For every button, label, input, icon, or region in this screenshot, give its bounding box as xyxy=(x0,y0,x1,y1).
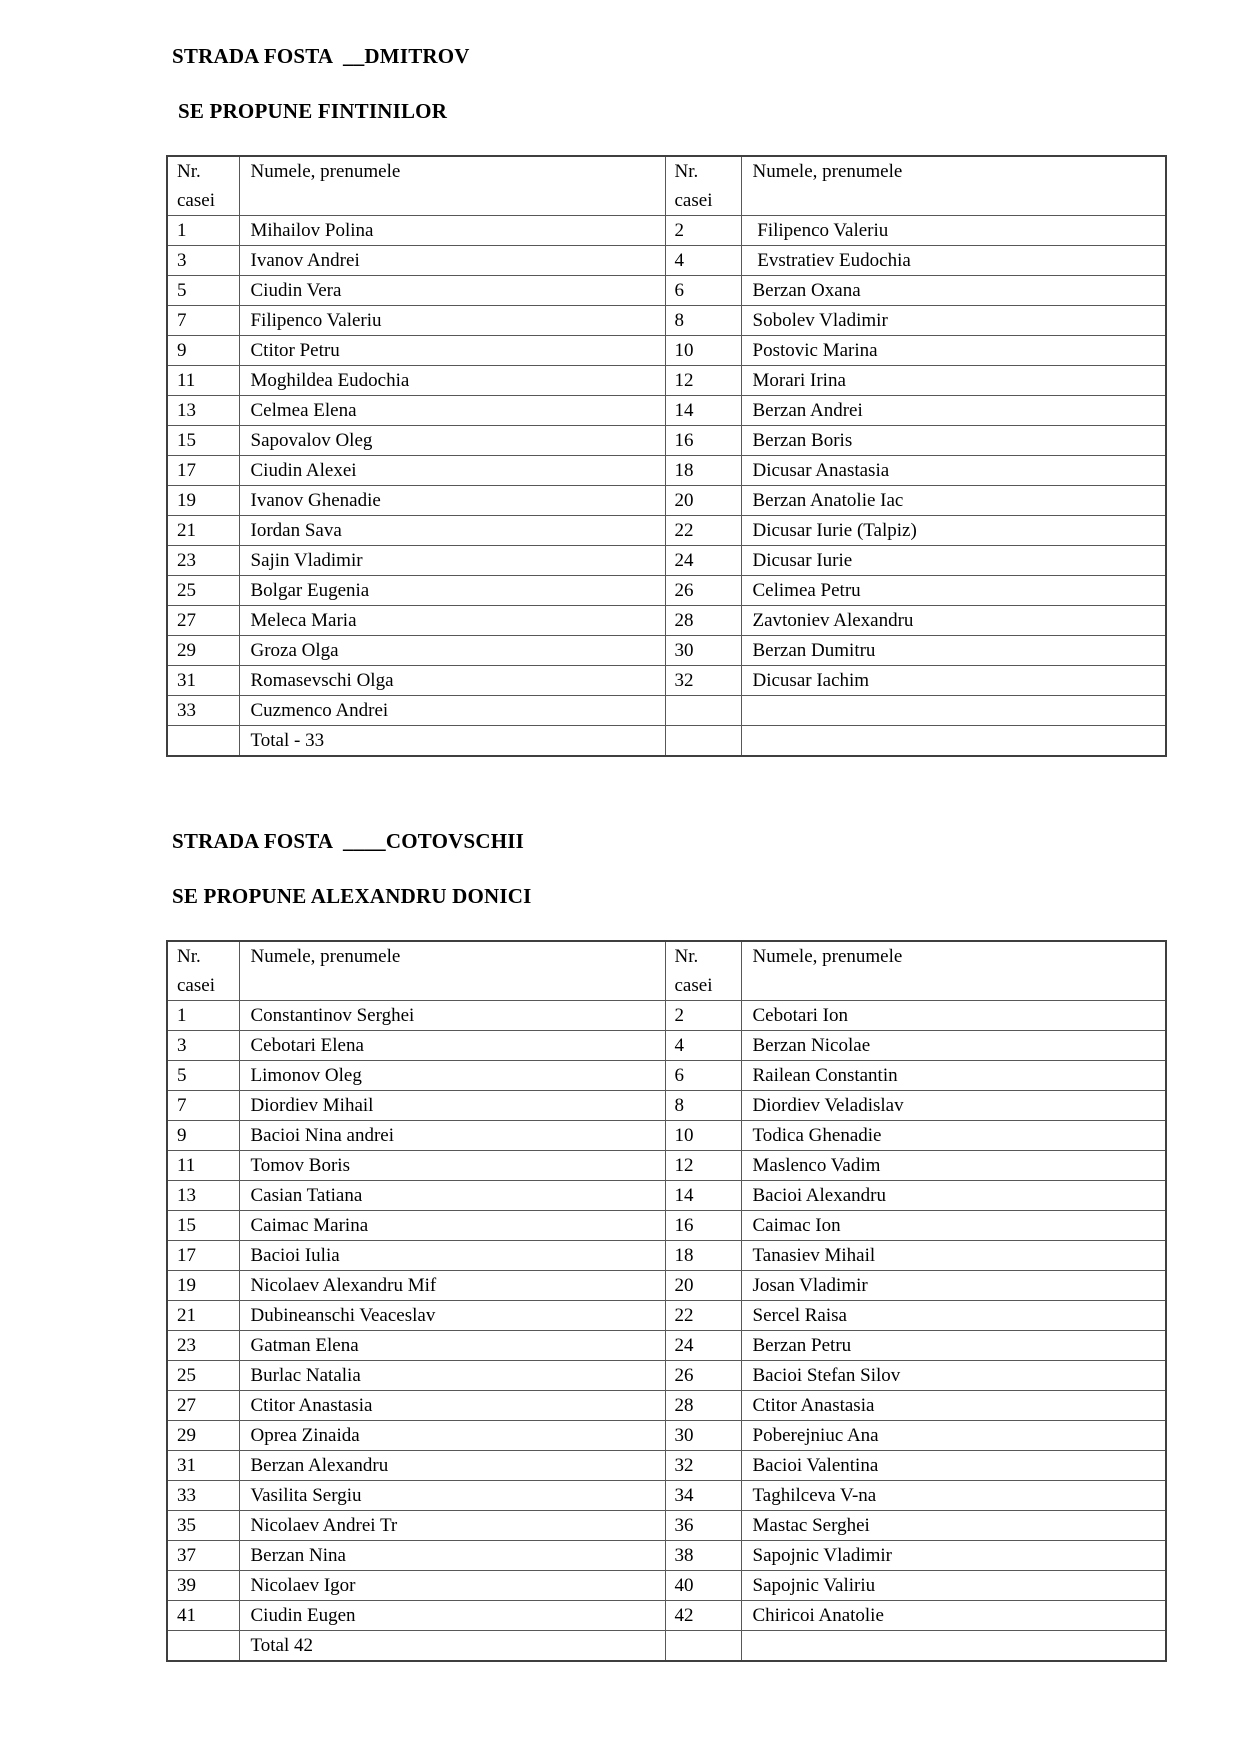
resident-name-cell: Caimac Ion xyxy=(741,1211,1166,1241)
resident-name-cell: Chiricoi Anatolie xyxy=(741,1601,1166,1631)
column-header-house-number: Nr. casei xyxy=(167,156,239,216)
house-number-cell: 22 xyxy=(665,516,741,546)
house-number-cell: 24 xyxy=(665,546,741,576)
house-number-cell: 34 xyxy=(665,1481,741,1511)
resident-name-cell: Bacioi Nina andrei xyxy=(239,1121,665,1151)
resident-name-cell: Constantinov Serghei xyxy=(239,1001,665,1031)
resident-name-cell: Poberejniuc Ana xyxy=(741,1421,1166,1451)
house-number-cell: 9 xyxy=(167,1121,239,1151)
house-number-cell: 33 xyxy=(167,1481,239,1511)
house-number-cell: 27 xyxy=(167,606,239,636)
house-number-cell: 15 xyxy=(167,1211,239,1241)
house-number-cell: 18 xyxy=(665,1241,741,1271)
table-row xyxy=(167,606,1166,636)
resident-name-cell: Dubineanschi Veaceslav xyxy=(239,1301,665,1331)
resident-name-cell: Tanasiev Mihail xyxy=(741,1241,1166,1271)
table-row xyxy=(167,576,1166,606)
house-number-cell: 7 xyxy=(167,306,239,336)
house-number-cell: 16 xyxy=(665,1211,741,1241)
resident-name-cell: Nicolaev Alexandru Mif xyxy=(239,1271,665,1301)
house-number-cell: 32 xyxy=(665,1451,741,1481)
house-number-cell: 12 xyxy=(665,366,741,396)
table-row xyxy=(167,276,1166,306)
table-row xyxy=(167,1001,1166,1031)
table-row xyxy=(167,1061,1166,1091)
table-row xyxy=(167,1511,1166,1541)
house-number-cell xyxy=(665,726,741,757)
house-number-cell: 31 xyxy=(167,666,239,696)
house-number-cell: 39 xyxy=(167,1571,239,1601)
house-number-cell: 9 xyxy=(167,336,239,366)
resident-name-cell: Sercel Raisa xyxy=(741,1301,1166,1331)
column-header-name: Numele, prenumele xyxy=(741,156,1166,216)
house-number-cell: 14 xyxy=(665,1181,741,1211)
table-row xyxy=(167,1271,1166,1301)
resident-name-cell: Ciudin Vera xyxy=(239,276,665,306)
house-number-cell: 23 xyxy=(167,1331,239,1361)
column-header-house-number: Nr. casei xyxy=(167,941,239,1001)
street-former-name-title: STRADA FOSTA ____COTOVSCHII xyxy=(172,829,524,853)
resident-name-cell: Nicolaev Igor xyxy=(239,1571,665,1601)
table-row xyxy=(167,1601,1166,1631)
table-row xyxy=(167,1091,1166,1121)
table-row xyxy=(167,1211,1166,1241)
table-row xyxy=(167,306,1166,336)
house-number-cell: 2 xyxy=(665,1001,741,1031)
table-row xyxy=(167,366,1166,396)
resident-name-cell xyxy=(741,696,1166,726)
house-number-cell: 16 xyxy=(665,426,741,456)
house-number-cell: 7 xyxy=(167,1091,239,1121)
house-number-cell: 24 xyxy=(665,1331,741,1361)
house-number-cell: 28 xyxy=(665,606,741,636)
resident-name-cell: Celimea Petru xyxy=(741,576,1166,606)
resident-name-cell: Caimac Marina xyxy=(239,1211,665,1241)
table-row xyxy=(167,726,1166,757)
house-number-cell: 13 xyxy=(167,396,239,426)
resident-name-cell: Ctitor Anastasia xyxy=(741,1391,1166,1421)
table-header xyxy=(167,156,1166,216)
column-header-house-number: Nr. casei xyxy=(665,941,741,1001)
house-number-cell: 29 xyxy=(167,636,239,666)
resident-name-cell: Celmea Elena xyxy=(239,396,665,426)
table-body xyxy=(167,216,1166,757)
resident-name-cell: Mihailov Polina xyxy=(239,216,665,246)
house-number-cell: 11 xyxy=(167,1151,239,1181)
resident-name-cell: Evstratiev Eudochia xyxy=(741,246,1166,276)
house-number-cell: 30 xyxy=(665,636,741,666)
house-number-cell: 6 xyxy=(665,276,741,306)
house-number-cell: 18 xyxy=(665,456,741,486)
table-row xyxy=(167,1571,1166,1601)
resident-name-cell: Ctitor Petru xyxy=(239,336,665,366)
residents-table xyxy=(166,940,1167,1662)
house-number-cell: 38 xyxy=(665,1541,741,1571)
table-row xyxy=(167,456,1166,486)
resident-name-cell: Sobolev Vladimir xyxy=(741,306,1166,336)
table-row xyxy=(167,1121,1166,1151)
house-number-cell: 2 xyxy=(665,216,741,246)
resident-name-cell: Iordan Sava xyxy=(239,516,665,546)
resident-name-cell: Sapojnic Valiriu xyxy=(741,1571,1166,1601)
house-number-cell: 4 xyxy=(665,1031,741,1061)
house-number-cell: 14 xyxy=(665,396,741,426)
resident-name-cell: Bacioi Stefan Silov xyxy=(741,1361,1166,1391)
resident-name-cell: Todica Ghenadie xyxy=(741,1121,1166,1151)
table-row xyxy=(167,1631,1166,1662)
table-row xyxy=(167,1481,1166,1511)
table-row xyxy=(167,1241,1166,1271)
house-number-cell: 26 xyxy=(665,576,741,606)
table-row xyxy=(167,1331,1166,1361)
resident-name-cell: Dicusar Iurie xyxy=(741,546,1166,576)
resident-name-cell: Burlac Natalia xyxy=(239,1361,665,1391)
house-number-cell: 20 xyxy=(665,1271,741,1301)
house-number-cell: 8 xyxy=(665,1091,741,1121)
resident-name-cell: Zavtoniev Alexandru xyxy=(741,606,1166,636)
resident-name-cell: Ivanov Ghenadie xyxy=(239,486,665,516)
house-number-cell: 3 xyxy=(167,1031,239,1061)
resident-name-cell: Berzan Nina xyxy=(239,1541,665,1571)
resident-name-cell: Bacioi Valentina xyxy=(741,1451,1166,1481)
resident-name-cell: Ciudin Eugen xyxy=(239,1601,665,1631)
house-number-cell: 40 xyxy=(665,1571,741,1601)
table-row xyxy=(167,486,1166,516)
resident-name-cell: Sapojnic Vladimir xyxy=(741,1541,1166,1571)
house-number-cell: 5 xyxy=(167,276,239,306)
table-row xyxy=(167,396,1166,426)
resident-name-cell: Casian Tatiana xyxy=(239,1181,665,1211)
resident-name-cell xyxy=(741,726,1166,757)
house-number-cell: 6 xyxy=(665,1061,741,1091)
house-number-cell xyxy=(167,726,239,757)
column-header-name: Numele, prenumele xyxy=(239,941,665,1001)
resident-name-cell: Total - 33 xyxy=(239,726,665,757)
table-header xyxy=(167,941,1166,1001)
resident-name-cell: Romasevschi Olga xyxy=(239,666,665,696)
house-number-cell: 17 xyxy=(167,1241,239,1271)
resident-name-cell: Berzan Petru xyxy=(741,1331,1166,1361)
resident-name-cell: Sajin Vladimir xyxy=(239,546,665,576)
resident-name-cell: Bolgar Eugenia xyxy=(239,576,665,606)
resident-name-cell: Maslenco Vadim xyxy=(741,1151,1166,1181)
table-row xyxy=(167,1301,1166,1331)
resident-name-cell: Filipenco Valeriu xyxy=(741,216,1166,246)
resident-name-cell: Josan Vladimir xyxy=(741,1271,1166,1301)
table-row xyxy=(167,1181,1166,1211)
resident-name-cell: Railean Constantin xyxy=(741,1061,1166,1091)
house-number-cell: 26 xyxy=(665,1361,741,1391)
house-number-cell: 4 xyxy=(665,246,741,276)
resident-name-cell: Diordiev Veladislav xyxy=(741,1091,1166,1121)
house-number-cell: 22 xyxy=(665,1301,741,1331)
house-number-cell: 17 xyxy=(167,456,239,486)
house-number-cell: 20 xyxy=(665,486,741,516)
house-number-cell: 12 xyxy=(665,1151,741,1181)
table-row xyxy=(167,336,1166,366)
house-number-cell: 11 xyxy=(167,366,239,396)
table-row xyxy=(167,426,1166,456)
table-row xyxy=(167,1031,1166,1061)
table-row xyxy=(167,1541,1166,1571)
table-row xyxy=(167,216,1166,246)
resident-name-cell xyxy=(741,1631,1166,1662)
resident-name-cell: Dicusar Iurie (Talpiz) xyxy=(741,516,1166,546)
column-header-house-number: Nr. casei xyxy=(665,156,741,216)
resident-name-cell: Vasilita Sergiu xyxy=(239,1481,665,1511)
house-number-cell: 23 xyxy=(167,546,239,576)
house-number-cell xyxy=(665,696,741,726)
resident-name-cell: Total 42 xyxy=(239,1631,665,1662)
house-number-cell xyxy=(665,1631,741,1662)
house-number-cell: 13 xyxy=(167,1181,239,1211)
house-number-cell: 21 xyxy=(167,1301,239,1331)
resident-name-cell: Groza Olga xyxy=(239,636,665,666)
house-number-cell xyxy=(167,1631,239,1662)
table-row xyxy=(167,1451,1166,1481)
resident-name-cell: Berzan Nicolae xyxy=(741,1031,1166,1061)
resident-name-cell: Limonov Oleg xyxy=(239,1061,665,1091)
house-number-cell: 25 xyxy=(167,576,239,606)
table-row xyxy=(167,1361,1166,1391)
resident-name-cell: Moghildea Eudochia xyxy=(239,366,665,396)
resident-name-cell: Berzan Andrei xyxy=(741,396,1166,426)
street-proposed-name-subtitle: SE PROPUNE ALEXANDRU DONICI xyxy=(172,884,532,908)
house-number-cell: 8 xyxy=(665,306,741,336)
house-number-cell: 1 xyxy=(167,1001,239,1031)
column-header-name: Numele, prenumele xyxy=(741,941,1166,1001)
resident-name-cell: Bacioi Alexandru xyxy=(741,1181,1166,1211)
table-body xyxy=(167,1001,1166,1662)
house-number-cell: 27 xyxy=(167,1391,239,1421)
house-number-cell: 5 xyxy=(167,1061,239,1091)
resident-name-cell: Cebotari Ion xyxy=(741,1001,1166,1031)
house-number-cell: 30 xyxy=(665,1421,741,1451)
house-number-cell: 31 xyxy=(167,1451,239,1481)
resident-name-cell: Oprea Zinaida xyxy=(239,1421,665,1451)
house-number-cell: 32 xyxy=(665,666,741,696)
resident-name-cell: Tomov Boris xyxy=(239,1151,665,1181)
street-section-dmitrov xyxy=(166,44,1241,757)
house-number-cell: 10 xyxy=(665,336,741,366)
table-header-row xyxy=(167,156,1166,216)
resident-name-cell: Dicusar Anastasia xyxy=(741,456,1166,486)
resident-name-cell: Nicolaev Andrei Tr xyxy=(239,1511,665,1541)
house-number-cell: 1 xyxy=(167,216,239,246)
column-header-name: Numele, prenumele xyxy=(239,156,665,216)
resident-name-cell: Berzan Anatolie Iac xyxy=(741,486,1166,516)
resident-name-cell: Ciudin Alexei xyxy=(239,456,665,486)
resident-name-cell: Taghilceva V-na xyxy=(741,1481,1166,1511)
house-number-cell: 19 xyxy=(167,486,239,516)
street-section-cotovschii xyxy=(166,829,1241,1662)
house-number-cell: 3 xyxy=(167,246,239,276)
house-number-cell: 35 xyxy=(167,1511,239,1541)
resident-name-cell: Berzan Alexandru xyxy=(239,1451,665,1481)
table-header-row xyxy=(167,941,1166,1001)
resident-name-cell: Diordiev Mihail xyxy=(239,1091,665,1121)
resident-name-cell: Meleca Maria xyxy=(239,606,665,636)
resident-name-cell: Berzan Dumitru xyxy=(741,636,1166,666)
resident-name-cell: Cebotari Elena xyxy=(239,1031,665,1061)
resident-name-cell: Mastac Serghei xyxy=(741,1511,1166,1541)
table-row xyxy=(167,246,1166,276)
house-number-cell: 21 xyxy=(167,516,239,546)
house-number-cell: 36 xyxy=(665,1511,741,1541)
house-number-cell: 33 xyxy=(167,696,239,726)
house-number-cell: 25 xyxy=(167,1361,239,1391)
resident-name-cell: Berzan Boris xyxy=(741,426,1166,456)
house-number-cell: 28 xyxy=(665,1391,741,1421)
house-number-cell: 42 xyxy=(665,1601,741,1631)
house-number-cell: 15 xyxy=(167,426,239,456)
resident-name-cell: Filipenco Valeriu xyxy=(239,306,665,336)
resident-name-cell: Morari Irina xyxy=(741,366,1166,396)
resident-name-cell: Ctitor Anastasia xyxy=(239,1391,665,1421)
table-row xyxy=(167,1421,1166,1451)
resident-name-cell: Dicusar Iachim xyxy=(741,666,1166,696)
street-proposed-name-subtitle: SE PROPUNE FINTINILOR xyxy=(178,99,448,123)
table-row xyxy=(167,636,1166,666)
resident-name-cell: Cuzmenco Andrei xyxy=(239,696,665,726)
resident-name-cell: Ivanov Andrei xyxy=(239,246,665,276)
resident-name-cell: Sapovalov Oleg xyxy=(239,426,665,456)
table-row xyxy=(167,666,1166,696)
house-number-cell: 10 xyxy=(665,1121,741,1151)
house-number-cell: 29 xyxy=(167,1421,239,1451)
table-row xyxy=(167,516,1166,546)
street-former-name-title: STRADA FOSTA __DMITROV xyxy=(172,44,470,68)
house-number-cell: 19 xyxy=(167,1271,239,1301)
table-row xyxy=(167,546,1166,576)
table-row xyxy=(167,1151,1166,1181)
resident-name-cell: Bacioi Iulia xyxy=(239,1241,665,1271)
resident-name-cell: Berzan Oxana xyxy=(741,276,1166,306)
resident-name-cell: Postovic Marina xyxy=(741,336,1166,366)
resident-name-cell: Gatman Elena xyxy=(239,1331,665,1361)
house-number-cell: 37 xyxy=(167,1541,239,1571)
table-row xyxy=(167,696,1166,726)
house-number-cell: 41 xyxy=(167,1601,239,1631)
table-row xyxy=(167,1391,1166,1421)
residents-table xyxy=(166,155,1167,757)
